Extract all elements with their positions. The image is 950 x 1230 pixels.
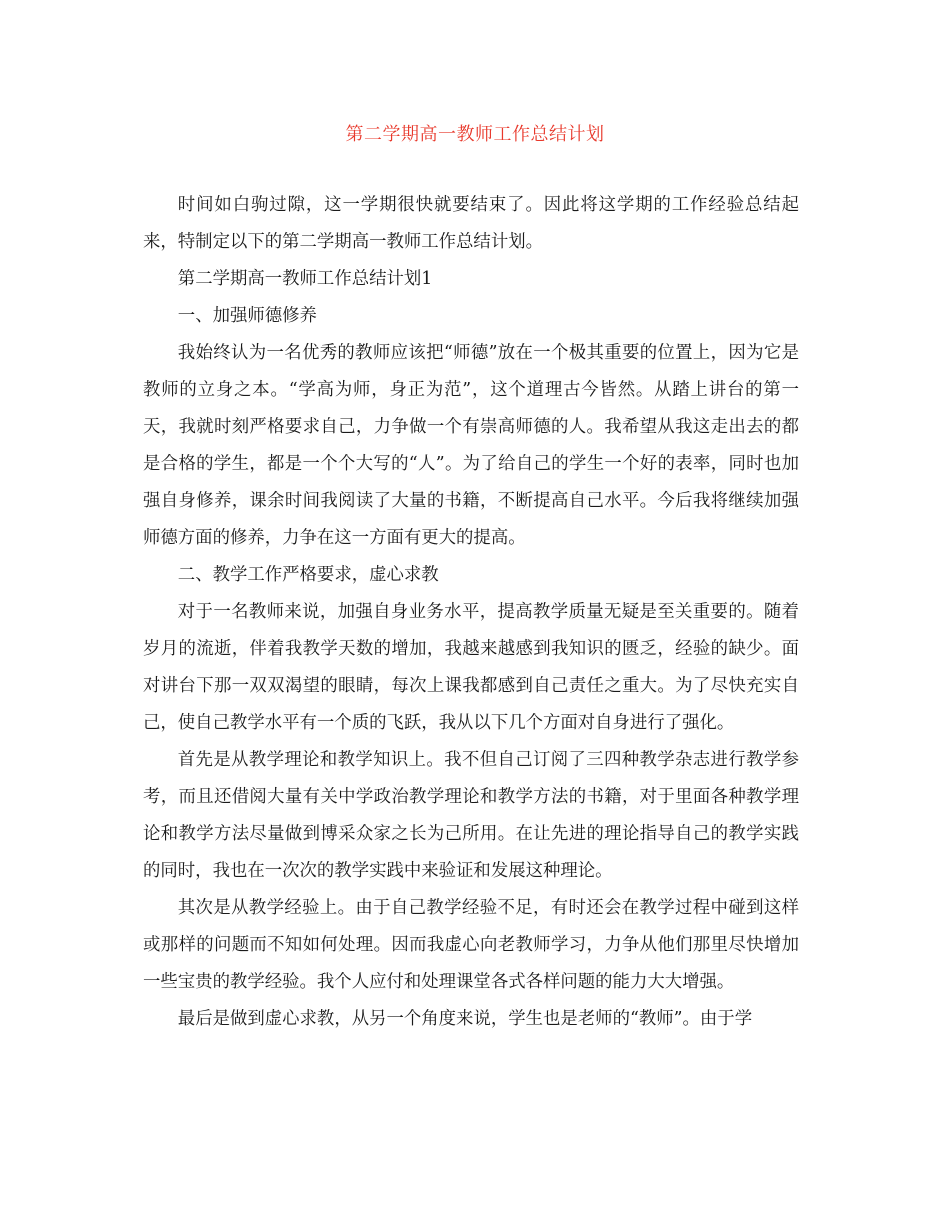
paragraph: 最后是做到虚心求教，从另一个角度来说，学生也是老师的“教师”。由于学 [177, 1009, 753, 1029]
document-title: 第二学期高一教师工作总结计划 [345, 124, 605, 145]
paragraph: 首先是从教学理论和教学知识上。我不但自己订阅了三四种教学杂志进行教学参考，而且还借阅大量有关中学政治教学理论和教学方法的书籍，对于里面各种教学理论和教学方法尽量做到博采众家之长为己所用。在让先进的理论指导自己的教学实践的同时，我也在一次次的教学实践中来验证和发展这种理论。 [143, 750, 799, 881]
document-body [143, 187, 799, 1038]
paragraph: 我始终认为一名优秀的教师应该把“师德”放在一个极其重要的位置上，因为它是教师的立身之本。“学高为师，身正为范”，这个道理古今皆然。从踏上讲台的第一天，我就时刻严格要求自己，力争做一个有崇高师德的人。我希望从我这走出去的都是合格的学生，都是一个个大写的“人”。为了给自己的学生一个好的表率，同时也加强自身修养，课余时间我阅读了大量的书籍，不断提高自己水平。今后我将继续加强师德方面的修养，力争在这一方面有更大的提高。 [143, 343, 799, 548]
paragraph: 对于一名教师来说，加强自身业务水平，提高教学质量无疑是至关重要的。随着岁月的流逝，伴着我教学天数的增加，我越来越感到我知识的匮乏，经验的缺少。面对讲台下那一双双渴望的眼睛，每次上课我都感到自己责任之重大。为了尽快充实自己，使自己教学水平有一个质的飞跃，我从以下几个方面对自身进行了强化。 [143, 602, 799, 733]
section-heading-1: 一、加强师德修养 [177, 306, 317, 326]
section-heading-2: 二、教学工作严格要求，虚心求教 [177, 565, 439, 585]
paragraph-intro: 时间如白驹过隙，这一学期很快就要结束了。因此将这学期的工作经验总结起来，特制定以下的第二学期高一教师工作总结计划。 [143, 195, 799, 252]
paragraph: 其次是从教学经验上。由于自己教学经验不足，有时还会在教学过程中碰到这样或那样的问题而不知如何处理。因而我虚心向老教师学习，力争从他们那里尽快增加一些宝贵的教学经验。我个人应付和处理课堂各式各样问题的能力大大增强。 [143, 898, 799, 992]
paragraph-subtitle: 第二学期高一教师工作总结计划1 [177, 269, 433, 289]
